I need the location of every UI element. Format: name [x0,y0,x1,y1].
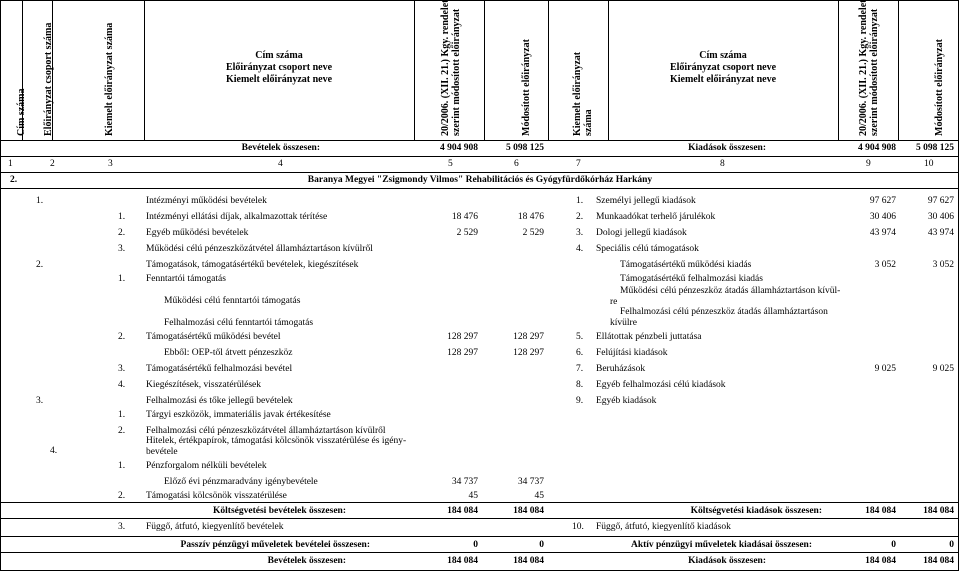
row3-w2: 43 974 [927,228,954,238]
passziv-v2: 0 [539,540,544,550]
final-exp-w2: 184 084 [923,556,954,566]
row5-w1: 3 052 [874,260,896,270]
r2-4-b: 4. [118,380,126,390]
total-expense-v2: 5 098 125 [916,143,954,153]
r2-2-label: Ebből: OEP-től átvett pénzeszköz [164,348,293,358]
fenn-label: Fenntartói támogatás [146,274,226,284]
header-modositott-2: Módosított előirányzat [934,39,945,136]
fuggo-label: Függő, átfutó, kiegyenlítő bevételek [146,522,284,532]
aktiv-label: Aktív pénzügyi műveletek kiadásai összesen: [630,540,812,550]
fenn-exp1: Támogatásértékű felhalmozási kiadás [620,274,763,284]
koltsegvetes-v2: 184 084 [513,506,544,516]
final-rev-label: Bevételek összesen: [267,556,346,566]
r2-5-a: 3. [36,396,44,406]
fenn-felhalmozasi: Felhalmozási célú fenntartói támogatás [164,318,314,328]
fenn-mukodesi: Működési célú fenntartói támogatás [164,296,301,306]
block4-v1: 34 737 [451,477,478,487]
row4-b: 3. [118,244,126,254]
r2-1-num: 5. [576,332,584,342]
r2-7-label: Felhalmozási célú pénzeszközátvétel államháztartáson kívülről [146,426,386,436]
r2-1-v2: 128 297 [513,332,544,342]
row2-b: 1. [118,212,126,222]
r2-5-label: Felhalmozási és tőke jellegű bevételek [146,396,293,406]
fuggo-b: 3. [118,522,126,532]
fenn-exp4: Felhalmozási célú pénzeszköz átadás államháztartáson [620,307,828,317]
header-col-6 [484,0,548,140]
header-col-9 [838,0,898,140]
row2-v2: 18 476 [517,212,544,222]
block4-v3: 45 [468,491,478,501]
row1-label: Intézményi működési bevételek [146,196,267,206]
koltsegvetes-exp-label: Költségvetési kiadások összesen: [690,506,822,516]
row2-v1: 18 476 [451,212,478,222]
fenn-b: 1. [118,274,126,284]
r2-3-exp: Beruházások [596,364,646,374]
aktiv-w2: 0 [949,540,954,550]
r2-4-num: 8. [576,380,584,390]
block4-a: 4. [50,446,58,456]
row3-num: 3. [576,228,584,238]
header-cim-2: Cím száma [699,50,747,61]
passziv-v1: 0 [473,540,478,550]
fenn-exp3: re [610,297,618,307]
koltsegvetes-rev-label: Költségvetési bevételek összesen: [213,506,346,516]
colnum-6: 6 [514,159,519,169]
final-exp-w1: 184 084 [865,556,896,566]
block4-label3: Pénzforgalom nélküli bevételek [146,461,267,471]
row4-label: Működési célú pénzeszközátvétel államháztartáson kívülről [146,244,373,254]
header-kiemelt-szama-2: Kiemelt előirányzat száma [572,51,594,136]
block4-label2: bevétele [146,447,178,457]
r2-3-w1: 9 025 [874,364,896,374]
colnum-4: 4 [278,159,283,169]
row3-w1: 43 974 [869,228,896,238]
row3-exp-label: Dologi jellegű kiadások [596,228,687,238]
row5-label: Támogatások, támogatásértékű bevételek, kiegészítések [146,260,359,270]
r2-3-w2: 9 025 [932,364,954,374]
block4-v4: 45 [534,491,544,501]
r2-6-label: Tárgyi eszközök, immateriális javak értékesítése [146,410,331,420]
header-eloiranyzat-csoport-szama: Előirányzat csoport száma [43,22,54,136]
r2-7-b: 2. [118,426,126,436]
row3-b: 2. [118,228,126,238]
header-modositott-1: Módosított előirányzat [521,39,532,136]
header-csoport-neve-2: Előirányzat csoport neve [669,62,777,73]
header-col-4 [144,50,414,86]
row2-exp-label: Munkaadókat terhelő járulékok [596,212,716,222]
header-rendelet-1: 20/2006. (XII. 21.) Kgy. rendelet szerint módosított előirányzat [440,0,462,136]
row3-v2: 2 529 [522,228,544,238]
block4-label4: Előző évi pénzmaradvány igénybevétele [164,477,318,487]
header-col-2 [22,0,52,140]
header-col-7 [548,0,608,140]
row2-w2: 30 406 [927,212,954,222]
header-col-1 [0,0,27,140]
colnum-10: 10 [924,159,934,169]
header-col-10 [898,0,959,140]
koltsegvetes-w2: 184 084 [923,506,954,516]
r2-1-label: Támogatásértékű működési bevétel [146,332,281,342]
passziv-label: Passzív pénzügyi műveletek bevételei összesen: [180,540,370,550]
institution-name: Baranya Megyei "Zsigmondy Vilmos" Rehabilitációs és Gyógyfürdőkórház Harkány [307,175,653,185]
block4-b1: 1. [118,461,126,471]
row3-v1: 2 529 [456,228,478,238]
final-rev-v1: 184 084 [447,556,478,566]
row5-exp-label: Támogatásértékű működési kiadás [620,260,752,270]
r2-1-exp: Ellátottak pénzbeli juttatása [596,332,702,342]
block4-b2: 2. [118,491,126,501]
header-cim: Cím száma [255,50,303,61]
r2-3-label: Támogatásértékű felhalmozási bevétel [146,364,293,374]
fuggo-num: 10. [572,522,584,532]
r2-4-exp: Egyéb felhalmozási célú kiadások [596,380,726,390]
total-expense-v1: 4 904 908 [858,143,896,153]
fenn-exp5: kívülre [610,318,637,328]
total-revenue-label: Bevételek összesen: [241,143,320,153]
row2-w1: 30 406 [869,212,896,222]
block4-label1: Hitelek, értékpapírok, támogatási kölcsönök visszatérülése és igény- [146,436,407,446]
row2-num: 2. [576,212,584,222]
final-rev-v2: 184 084 [513,556,544,566]
header-col-5 [414,0,484,140]
total-revenue-v1: 4 904 908 [440,143,478,153]
r2-1-v1: 128 297 [447,332,478,342]
colnum-2: 2 [50,159,55,169]
row1-a: 1. [36,196,44,206]
row1-w2: 97 627 [927,196,954,206]
row4-num: 4. [576,244,584,254]
fenn-exp2: Működési célú pénzeszköz átadás államháztartáson kívül- [620,286,841,296]
row5-a: 2. [36,260,44,270]
final-exp-label: Kiadások összesen: [688,556,766,566]
r2-6-b: 1. [118,410,126,420]
row4-exp-label: Speciális célú támogatások [596,244,699,254]
header-col-8 [608,50,838,86]
r2-3-b: 3. [118,364,126,374]
institution-number: 2. [10,175,18,185]
header-kiemelt-szama: Kiemelt előirányzat száma [104,22,115,136]
r2-5-num: 9. [576,396,584,406]
r2-3-num: 7. [576,364,584,374]
r2-2-v1: 128 297 [447,348,478,358]
block4-v2: 34 737 [517,477,544,487]
colnum-8: 8 [720,159,725,169]
r2-1-b: 2. [118,332,126,342]
header-kiemelt-neve-2: Kiemelt előirányzat neve [669,74,777,85]
row2-label: Intézményi ellátási díjak, alkalmazottak térítése [146,212,328,222]
row3-label: Egyéb működési bevételek [146,228,249,238]
header-kiemelt-neve: Kiemelt előirányzat neve [225,74,333,85]
colnum-7: 7 [576,159,581,169]
colnum-3: 3 [108,159,113,169]
r2-2-num: 6. [576,348,584,358]
r2-2-exp: Felújítási kiadások [596,348,668,358]
koltsegvetes-w1: 184 084 [865,506,896,516]
colnum-5: 5 [448,159,453,169]
r2-4-label: Kiegészítések, visszatérülések [146,380,262,390]
colnum-1: 1 [8,159,13,169]
row1-exp-label: Személyi jellegű kiadások [596,196,696,206]
total-expense-label: Kiadások összesen: [688,143,766,153]
colnum-9: 9 [866,159,871,169]
total-revenue-v2: 5 098 125 [506,143,544,153]
r2-5-exp: Egyéb kiadások [596,396,657,406]
row1-num: 1. [576,196,584,206]
fuggo-exp: Függő, átfutó, kiegyenlítő kiadások [596,522,731,532]
header-cim-szama: Cím száma [16,88,27,136]
header-csoport-neve: Előirányzat csoport neve [225,62,333,73]
row5-w2: 3 052 [932,260,954,270]
aktiv-w1: 0 [891,540,896,550]
header-col-3 [52,0,144,140]
block4-label5: Támogatási kölcsönök visszatérülése [146,491,287,501]
row1-w1: 97 627 [869,196,896,206]
koltsegvetes-v1: 184 084 [447,506,478,516]
header-rendelet-2: 20/2006. (XII. 21.) Kgy. rendelet szerint módosított előirányzat [858,0,880,136]
r2-2-v2: 128 297 [513,348,544,358]
